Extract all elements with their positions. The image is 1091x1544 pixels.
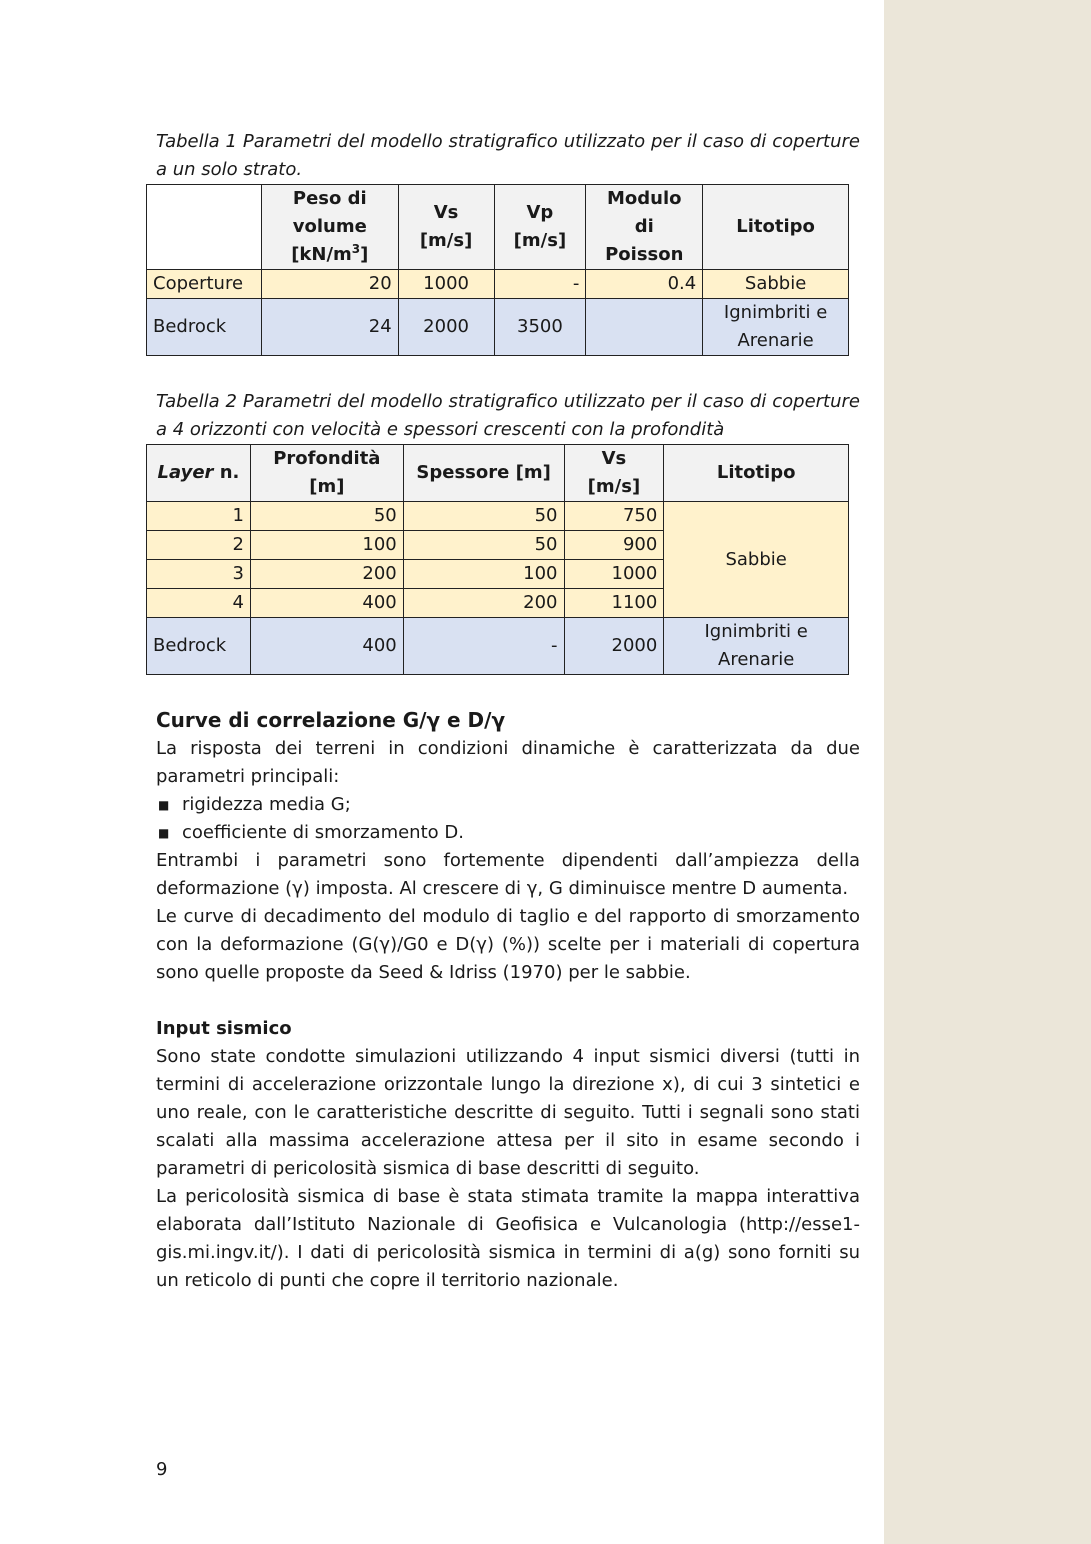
list-item — [156, 819, 860, 847]
table-row — [147, 299, 849, 356]
cell-litotipo-line2: Arenarie — [718, 649, 795, 670]
cell-vs: 2000 — [398, 299, 494, 356]
cell-spessore: - — [403, 618, 564, 675]
table1-header-poisson-line3: Poisson — [605, 244, 684, 265]
document-body — [153, 128, 860, 1295]
table1-header-litotipo: Litotipo — [703, 185, 849, 270]
table1-header-peso-line1: Peso di — [292, 188, 367, 209]
cell-vs: 1000 — [398, 270, 494, 299]
table1-header-vp-line2: [m/s] — [513, 230, 567, 251]
cell-vs: 1000 — [564, 560, 664, 589]
table-row — [147, 270, 849, 299]
cell-vp: - — [494, 270, 586, 299]
paragraph-input-2: La pericolosità sismica di base è stata stimata tramite la mappa interattiva elaborata dall’Istituto Nazionale di Geofisica e Vulcanologia (http://esse1-gis.mi.ingv.it/). I dati di pericolosità sismica in termini di a(g) sono forniti su un reticolo di punti che copre il territorio nazionale. — [156, 1186, 860, 1291]
cell-spessore: 50 — [403, 502, 564, 531]
paragraph-deformation: Entrambi i parametri sono fortemente dipendenti dall’ampiezza della deformazione (γ) imposta. Al crescere di γ, G diminuisce mentre D aumenta. — [156, 850, 860, 899]
page-number: 9 — [156, 1459, 168, 1480]
cell-layer: Bedrock — [147, 618, 251, 675]
cell-vs: 2000 — [564, 618, 664, 675]
cell-poisson: 0.4 — [586, 270, 703, 299]
table2-header-vs-line2: [m/s] — [587, 476, 641, 497]
table2-header-layer-rest: n. — [213, 462, 240, 483]
table2-header-spessore: Spessore [m] — [403, 445, 564, 502]
table2-header-row — [147, 445, 849, 502]
table1-header-poisson-line2: di — [634, 216, 654, 237]
cell-spessore: 50 — [403, 531, 564, 560]
table2-header-litotipo: Litotipo — [664, 445, 849, 502]
table2-header-layer — [147, 445, 251, 502]
table2-caption: Tabella 2 Parametri del modello stratigrafico utilizzato per il caso di coperture a 4 orizzonti con velocità e spessori crescenti con la profondità — [156, 391, 860, 440]
table1-caption: Tabella 1 Parametri del modello stratigrafico utilizzato per il caso di coperture a un solo strato. — [156, 131, 860, 180]
paragraph-curves: Le curve di decadimento del modulo di taglio e del rapporto di smorzamento con la deformazione (G(γ)/G0 e D(γ) (%)) scelte per i materiali di copertura sono quelle proposte da Seed & Idriss (1970) per le sabbie. — [156, 906, 860, 983]
table2-header-layer-italic: Layer — [157, 462, 214, 483]
table1-header-poisson-line1: Modulo — [607, 188, 682, 209]
table1-header-vs-line2: [m/s] — [419, 230, 473, 251]
paragraph-intro: La risposta dei terreni in condizioni dinamiche è caratterizzata da due parametri principali: — [156, 738, 860, 787]
table1-header-peso-unit — [268, 241, 392, 269]
peso-unit-b: ] — [360, 244, 369, 265]
table2-header-prof-line2: [m] — [309, 476, 345, 497]
table2-header-vs-line1: Vs — [601, 448, 627, 469]
cell-spessore: 200 — [403, 589, 564, 618]
table1-header-poisson — [586, 185, 703, 270]
cell-profondita: 400 — [250, 589, 403, 618]
square-bullet-icon: ■ — [158, 826, 170, 840]
section-heading-curves: Curve di correlazione G/γ e D/γ — [156, 708, 506, 732]
table1 — [146, 184, 849, 356]
table1-header-vp-line1: Vp — [526, 202, 554, 223]
section-heading-input: Input sismico — [156, 1018, 292, 1039]
cell-profondita: 100 — [250, 531, 403, 560]
table2-header-vs — [564, 445, 664, 502]
paragraph-input-1: Sono state condotte simulazioni utilizzando 4 input sismici diversi (tutti in termini di accelerazione orizzontale lungo la direzione x), di cui 3 sintetici e uno reale, con le caratteristiche descritte di seguito. Tutti i segnali sono stati scalati alla massima accelerazione attesa per il sito in esame secondo i parametri di pericolosità sismica di base descritti di seguito. — [156, 1046, 860, 1179]
cell-vs: 1100 — [564, 589, 664, 618]
peso-unit-sup: 3 — [351, 242, 361, 256]
table1-header-row — [147, 185, 849, 270]
cell-litotipo — [703, 299, 849, 356]
cell-layer: 3 — [147, 560, 251, 589]
table1-header-vp — [494, 185, 586, 270]
cell-spessore: 100 — [403, 560, 564, 589]
cell-peso: 24 — [261, 299, 398, 356]
cell-name: Bedrock — [147, 299, 262, 356]
cell-litotipo — [664, 618, 849, 675]
cell-profondita: 200 — [250, 560, 403, 589]
cell-layer: 1 — [147, 502, 251, 531]
table2 — [146, 444, 849, 675]
bullet-list — [156, 791, 860, 847]
cell-vs: 900 — [564, 531, 664, 560]
cell-profondita: 50 — [250, 502, 403, 531]
square-bullet-icon: ■ — [158, 798, 170, 812]
cell-litotipo-line1: Ignimbriti e — [723, 302, 828, 323]
cell-poisson — [586, 299, 703, 356]
table2-header-profondita — [250, 445, 403, 502]
list-item — [156, 791, 860, 819]
cell-vs: 750 — [564, 502, 664, 531]
table1-header-peso-line2: volume — [292, 216, 367, 237]
table-row — [147, 502, 849, 531]
page-side-band — [884, 0, 1091, 1544]
table1-header-peso — [261, 185, 398, 270]
peso-unit-a: [kN/m — [291, 244, 352, 265]
cell-name: Coperture — [147, 270, 262, 299]
cell-litotipo: Sabbie — [703, 270, 849, 299]
cell-litotipo-cover: Sabbie — [664, 502, 849, 618]
cell-peso: 20 — [261, 270, 398, 299]
cell-vp: 3500 — [494, 299, 586, 356]
cell-litotipo-line2: Arenarie — [737, 330, 814, 351]
table-row — [147, 618, 849, 675]
table1-header-blank — [147, 185, 262, 270]
table1-header-vs — [398, 185, 494, 270]
list-item-text: coefficiente di smorzamento D. — [182, 822, 464, 843]
cell-litotipo-line1: Ignimbriti e — [704, 621, 808, 642]
table2-header-prof-line1: Profondità — [273, 448, 381, 469]
list-item-text: rigidezza media G; — [182, 794, 351, 815]
table1-header-vs-line1: Vs — [433, 202, 459, 223]
cell-profondita: 400 — [250, 618, 403, 675]
cell-layer: 2 — [147, 531, 251, 560]
cell-layer: 4 — [147, 589, 251, 618]
